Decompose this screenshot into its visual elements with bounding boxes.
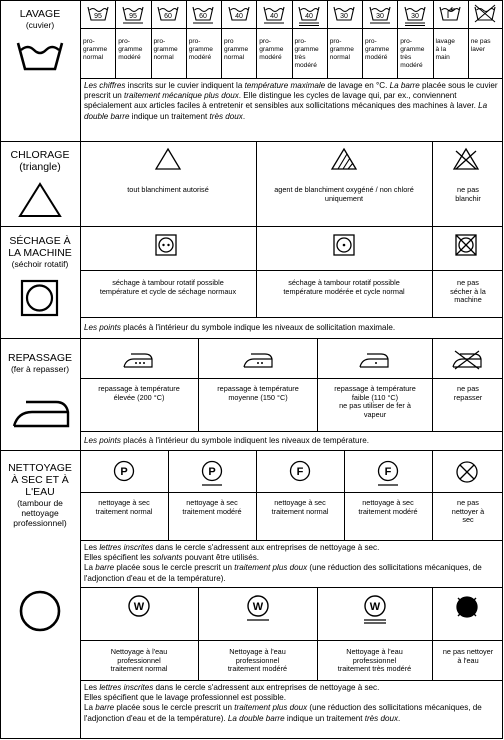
svg-text:40: 40: [234, 13, 243, 20]
svg-text:40: 40: [305, 13, 314, 20]
svg-text:W: W: [133, 601, 145, 613]
wet-clean-w-icon: [246, 595, 270, 627]
section-divider: [0, 338, 503, 339]
chlorage-label: tout blanchiment autorisé: [127, 185, 209, 194]
lavage-label: ne pas laver: [470, 38, 491, 53]
wet-clean-w-icon: [363, 595, 387, 627]
svg-text:F: F: [384, 466, 392, 478]
nettoyage-note-1: Les lettres inscrites dans le cercle s'adressent aux entreprises de nettoyage à sec. Elles spécifient les solvants pouvant être utilisés. La barre placée sous le cercle prescrit un traitement plus doux (une réduction des sollicitations mécaniques, de l'adjonction d'eau et de la température).: [84, 543, 482, 583]
chlorage-section-title: CHLORAGE (triangle): [10, 149, 70, 173]
repassage-label: repassage à température faible (110 °C) ne pas utiliser de fer à vapeur: [334, 384, 416, 419]
svg-text:40: 40: [269, 13, 278, 20]
svg-text:P: P: [120, 466, 128, 478]
nettoyage-section-title: NETTOYAGE À SEC ET À L'EAU (tambour de nettoyage professionnel): [8, 462, 72, 528]
lavage-column-divider: [292, 0, 293, 78]
section-divider: [0, 450, 503, 451]
svg-text:30: 30: [375, 13, 384, 20]
repassage-label: repassage à température moyenne (150 °C): [217, 384, 299, 402]
lavage-column-divider: [221, 0, 222, 78]
repassage-section-title: REPASSAGE (fer à repasser): [8, 352, 72, 374]
lavage-column-divider: [151, 0, 152, 78]
lavage-column-divider: [433, 0, 434, 78]
sechage-label: ne pas sécher à la machine: [450, 278, 486, 305]
svg-text:30: 30: [410, 13, 419, 20]
triangle-oxygen-bleach-icon: [331, 148, 357, 170]
dry-clean-f-icon: [289, 460, 311, 488]
lavage-label: pro gramme normal: [224, 38, 249, 61]
svg-text:95: 95: [128, 13, 137, 20]
svg-text:30: 30: [340, 13, 349, 20]
wash-95-icon: [87, 4, 109, 28]
chlorage-label: agent de blanchiment oxygéné / non chloré uniquement: [274, 185, 414, 203]
svg-text:W: W: [252, 601, 263, 613]
repassage-label: ne pas repasser: [453, 384, 483, 402]
lavage-column-divider: [397, 0, 398, 78]
no-dry-clean-icon: [455, 460, 479, 484]
nettoyage-label: nettoyage à sec traitement modéré: [358, 498, 418, 516]
svg-text:W: W: [369, 601, 380, 613]
nettoyage-label: nettoyage à sec traitement normal: [95, 498, 153, 516]
section-divider: [0, 141, 503, 142]
iron-two-dots-icon: [243, 352, 273, 369]
lavage-column-divider: [186, 0, 187, 78]
wash-60-icon: [192, 4, 214, 28]
iron-one-dot-icon: [359, 352, 389, 369]
svg-text:P: P: [208, 466, 216, 478]
wash-40-icon: [298, 4, 320, 28]
repassage-label: repassage à température élevée (200 °C): [98, 384, 180, 402]
lavage-column-divider: [362, 0, 363, 78]
wash-40-icon: [228, 4, 250, 28]
wash-30-icon: [369, 4, 391, 28]
hand-wash-icon: [439, 4, 461, 28]
dry-clean-p-icon: [201, 460, 223, 488]
lavage-label: pro- gramme modéré: [365, 38, 390, 61]
nettoyage-wet-label: Nettoyage à l'eau professionnel traitement modéré: [227, 647, 288, 674]
sechage-label: séchage à tambour rotatif possible température et cycle de séchage normaux: [99, 278, 237, 296]
sechage-note: Les points placés à l'intérieur du symbole indique les niveaux de sollicitation maximale.: [84, 323, 396, 332]
drum-circle-icon: [18, 589, 62, 633]
nettoyage-label: nettoyage à sec traitement normal: [271, 498, 329, 516]
wash-30-icon: [333, 4, 355, 28]
tumble-dry-normal-icon: [155, 234, 177, 256]
lavage-column-divider: [327, 0, 328, 78]
chlorage-label: ne pas blanchir: [455, 185, 481, 203]
no-wet-clean-icon: [455, 595, 479, 619]
lavage-label: pro- gramme modéré: [259, 38, 284, 61]
nettoyage-wet-label: Nettoyage à l'eau professionnel traitement très modéré: [337, 647, 412, 674]
svg-text:F: F: [296, 466, 304, 478]
tumble-dryer-icon: [21, 280, 59, 316]
no-wash-icon: [474, 4, 496, 28]
wash-60-icon: [157, 4, 179, 28]
lavage-label-row-divider: [80, 78, 503, 79]
lavage-label: pro- gramme normal: [153, 38, 178, 61]
dry-clean-f-icon: [377, 460, 399, 488]
nettoyage-label: ne pas nettoyer à sec: [451, 498, 485, 525]
lavage-note: Les chiffres inscrits sur le cuvier indiquent la température maximale de lavage en °C. La barre placée sous le cuvier prescrit un traitement mécanique plus doux. Elle distingue les cycles de lavage qui, par ex., conviennent spécialement aux articles faciles à entretenir et sensibles aux sollicitations mécaniques des machines à laver. La double barre indique un traitement très doux.: [84, 81, 498, 121]
lavage-label: lavage à la main: [435, 38, 455, 61]
iron-three-dots-icon: [123, 352, 153, 369]
lavage-label: pro- gramme modéré: [118, 38, 143, 61]
wash-30-icon: [404, 4, 426, 28]
section-divider: [0, 226, 503, 227]
lavage-label: pro- gramme normal: [83, 38, 108, 61]
lavage-label: pro- gramme très modéré: [400, 38, 425, 69]
wet-clean-w-icon: [127, 595, 151, 627]
nettoyage-wet-label: ne pas nettoyer à l'eau: [442, 647, 494, 665]
lavage-column-divider: [256, 0, 257, 78]
svg-text:60: 60: [199, 13, 208, 20]
nettoyage-label: nettoyage à sec traitement modéré: [182, 498, 242, 516]
nettoyage-wet-label: Nettoyage à l'eau professionnel traitement normal: [110, 647, 168, 674]
dry-clean-p-icon: [113, 460, 135, 488]
washtub-icon: [16, 40, 64, 72]
sechage-label: séchage à tambour rotatif possible température modérée et cycle normal: [283, 278, 405, 296]
lavage-label: pro- gramme modéré: [188, 38, 213, 61]
nettoyage-note-2: Les lettres inscrites dans le cercle s'adressent aux entreprises de nettoyage à sec. Elles spécifient que le lavage professionnel est possible. La barre placée sous le cercle prescrit un traitement plus doux (une réduction des sollicitations mécaniques, de l'adjonction d'eau et de la température). La double barre indique un traitement très doux.: [84, 683, 482, 723]
iron-icon: [12, 398, 70, 428]
lavage-column-divider: [468, 0, 469, 78]
wash-40-icon: [263, 4, 285, 28]
svg-text:60: 60: [164, 13, 173, 20]
repassage-note: Les points placés à l'intérieur du symbole indiquent les niveaux de température.: [84, 436, 370, 445]
lavage-label: pro- gramme très modéré: [294, 38, 319, 69]
no-bleach-icon: [453, 148, 479, 170]
svg-text:95: 95: [93, 13, 102, 20]
tumble-dry-moderate-icon: [333, 234, 355, 256]
lavage-section-title: LAVAGE (cuvier): [19, 8, 61, 30]
lavage-label: pro- gramme normal: [329, 38, 354, 61]
column-divider: [80, 0, 81, 739]
wash-95-icon: [122, 4, 144, 28]
no-tumble-dry-icon: [455, 234, 477, 256]
triangle-icon: [18, 182, 62, 218]
sechage-section-title: SÉCHAGE À LA MACHINE (séchoir rotatif): [8, 235, 72, 269]
lavage-column-divider: [115, 0, 116, 78]
triangle-bleach-allowed-icon: [155, 148, 181, 170]
no-iron-icon: [452, 350, 482, 370]
